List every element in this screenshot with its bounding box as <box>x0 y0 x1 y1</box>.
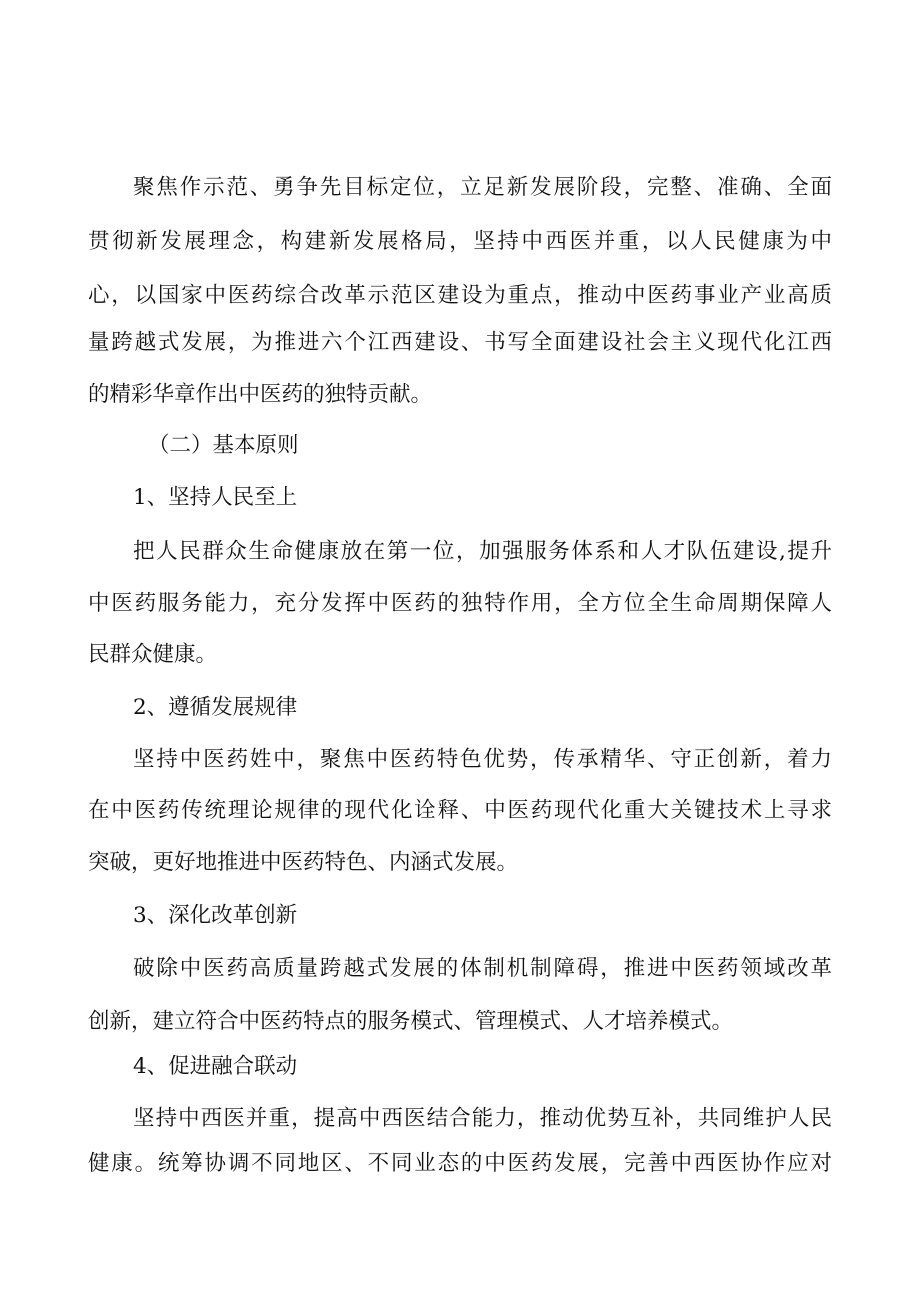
principle-3-line-1: 破除中医药高质量跨越式发展的体制机制障碍，推进中医药领域改革 <box>133 956 832 981</box>
principle-1-title: 1、坚持人民至上 <box>133 485 298 510</box>
principle-2-line-1: 坚持中医药姓中，聚焦中医药特色优势，传承精华、守正创新，着力 <box>133 747 832 772</box>
paragraph-1-line-1: 聚焦作示范、勇争先目标定位，立足新发展阶段，完整、准确、全面 <box>133 175 832 200</box>
paragraph-1-line-4: 量跨越式发展，为推进六个江西建设、书写全面建设社会主义现代化江西 <box>88 330 832 355</box>
principle-1-line-2: 中医药服务能力，充分发挥中医药的独特作用，全方位全生命周期保障人 <box>88 591 832 616</box>
principle-4-line-2: 健康。统筹协调不同地区、不同业态的中医药发展，完善中西医协作应对 <box>88 1151 832 1176</box>
principle-2-title: 2、遵循发展规律 <box>133 695 298 720</box>
principle-4-line-1: 坚持中西医并重，提高中西医结合能力，推动优势互补，共同维护人民 <box>133 1106 832 1131</box>
paragraph-1-line-3: 心，以国家中医药综合改革示范区建设为重点，推动中医药事业产业高质 <box>88 283 832 308</box>
principle-2-line-2: 在中医药传统理论规律的现代化诠释、中医药现代化重大关键技术上寻求 <box>88 798 832 823</box>
principle-3-title: 3、深化改革创新 <box>133 903 298 928</box>
paragraph-1-line-5: 的精彩华章作出中医药的独特贡献。 <box>88 382 433 407</box>
principle-2-line-3: 突破，更好地推进中医药特色、内涵式发展。 <box>88 850 519 875</box>
principle-1-line-3: 民群众健康。 <box>88 642 218 667</box>
principle-3-line-2: 创新，建立符合中医药特点的服务模式、管理模式、人才培养模式。 <box>88 1009 734 1034</box>
principle-1-line-1: 把人民群众生命健康放在第一位，加强服务体系和人才队伍建设,提升 <box>133 539 832 564</box>
section-heading-basic-principles: （二）基本原则 <box>148 433 299 458</box>
paragraph-1-line-2: 贯彻新发展理念，构建新发展格局，坚持中西医并重，以人民健康为中 <box>88 229 832 254</box>
principle-4-title: 4、促进融合联动 <box>133 1054 298 1079</box>
